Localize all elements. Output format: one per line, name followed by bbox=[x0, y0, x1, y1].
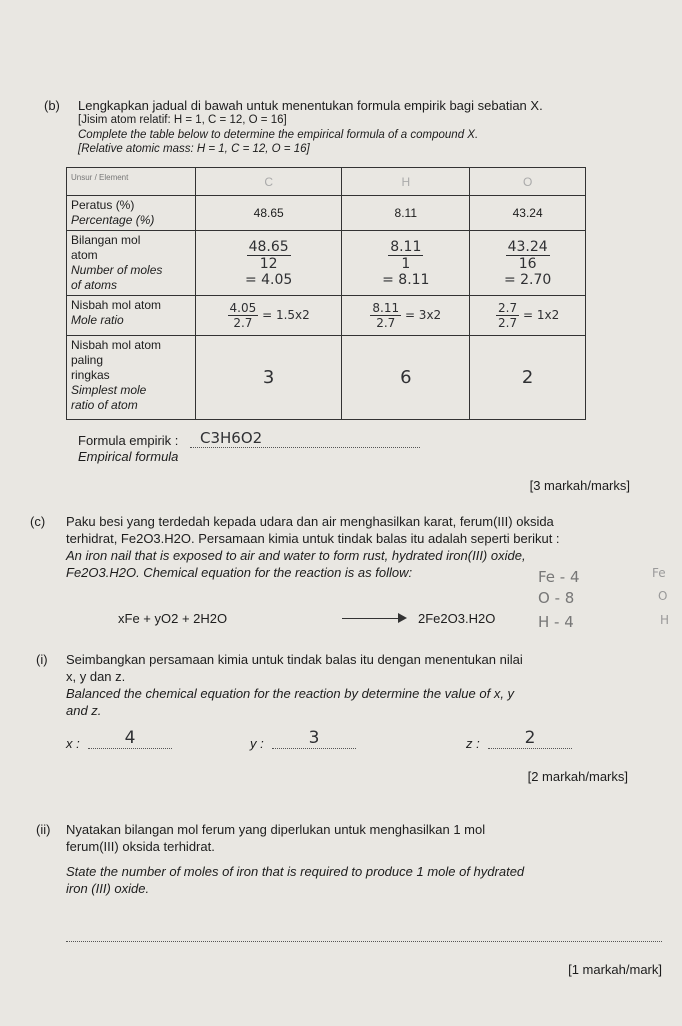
row-moles-label: Bilangan mol atom Number of moles of atoms bbox=[67, 231, 196, 296]
simplest-o: 2 bbox=[470, 336, 586, 420]
answer-line[interactable] bbox=[66, 940, 662, 942]
margin-note-o: O bbox=[658, 589, 668, 603]
formula-label-ms: Formula empirik : bbox=[78, 433, 179, 448]
moles-c-fraction: $\frac{48.65}{12}$ bbox=[248, 238, 289, 272]
moles-c bbox=[196, 231, 342, 296]
moles-c-result: = 4.05 bbox=[244, 271, 293, 288]
z-answer[interactable]: 2 bbox=[488, 728, 572, 749]
table-header-label: Unsur / Element bbox=[67, 168, 196, 196]
moles-o bbox=[470, 231, 586, 296]
moles-h-result: = 8.11 bbox=[382, 271, 430, 288]
row-simplest-label: Nisbah mol atom paling ringkas Simplest mole ratio of atom bbox=[67, 336, 196, 420]
element-h-header: H bbox=[342, 168, 470, 196]
part-c-ms-2: terhidrat, Fe2O3.H2O. Persamaan kimia untuk tindak balas itu adalah seperti berikut : bbox=[66, 531, 560, 546]
part-b-marks: [3 markah/marks] bbox=[529, 478, 630, 493]
z-label: z : bbox=[466, 736, 480, 751]
part-b-instruction-en: Complete the table below to determine the empirical formula of a compound X. bbox=[78, 129, 479, 141]
element-c-header: C bbox=[196, 168, 342, 196]
part-b-mass-ms: [Jisim atom relatif: H = 1, C = 12, O = 16] bbox=[78, 114, 287, 126]
note-o: O - 8 bbox=[538, 589, 575, 607]
sub-i-ms-2: x, y dan z. bbox=[66, 669, 126, 684]
moles-o-result: = 2.70 bbox=[503, 271, 552, 288]
sub-ii-en-1: State the number of moles of iron that is required to produce 1 mole of hydrated bbox=[66, 864, 525, 879]
x-label: x : bbox=[66, 736, 80, 751]
part-b-mass-en: [Relative atomic mass: H = 1, C = 12, O = 16] bbox=[78, 143, 310, 155]
sub-ii-ms-2: ferum(III) oksida terhidrat. bbox=[66, 839, 215, 854]
sub-ii-label: (ii) bbox=[36, 822, 51, 837]
margin-note-h: H bbox=[660, 613, 670, 627]
ratio-c: $\frac{4.05}{2.7}$ = 1.5x2 bbox=[196, 296, 342, 336]
sub-i-en-1: Balanced the chemical equation for the reaction by determine the value of x, y bbox=[66, 686, 515, 701]
element-o-header: O bbox=[470, 168, 586, 196]
formula-label-en: Empirical formula bbox=[78, 449, 179, 464]
sub-ii-marks: [1 markah/mark] bbox=[568, 962, 662, 977]
percentage-h: 8.11 bbox=[342, 196, 470, 231]
row-ratio-label: Nisbah mol atom Mole ratio bbox=[67, 296, 196, 336]
sub-ii-en-2: iron (III) oxide. bbox=[66, 881, 150, 896]
part-c-label: (c) bbox=[30, 514, 46, 529]
ratio-h: $\frac{8.11}{2.7}$ = 3x2 bbox=[342, 296, 470, 336]
moles-h bbox=[342, 231, 470, 296]
percentage-o: 43.24 bbox=[470, 196, 586, 231]
empirical-formula-table bbox=[66, 167, 586, 420]
sub-i-ms-1: Seimbangkan persamaan kimia untuk tindak balas itu dengan menentukan nilai bbox=[66, 652, 523, 667]
part-c-en-1: An iron nail that is exposed to air and water to form rust, hydrated iron(III) oxide, bbox=[66, 548, 526, 563]
arrow-head-icon bbox=[398, 613, 407, 623]
ratio-o: $\frac{2.7}{2.7}$ = 1x2 bbox=[470, 296, 586, 336]
equation-lhs: xFe + yO2 + 2H2O bbox=[118, 611, 228, 626]
margin-note-fe: Fe bbox=[652, 566, 666, 580]
y-label: y : bbox=[250, 736, 264, 751]
y-answer[interactable]: 3 bbox=[272, 728, 356, 749]
moles-o-fraction: $\frac{43.24}{16}$ bbox=[507, 238, 548, 272]
note-h: H - 4 bbox=[538, 613, 574, 631]
x-answer[interactable]: 4 bbox=[88, 728, 172, 749]
formula-answer: C3H6O2 bbox=[190, 429, 420, 448]
percentage-c: 48.65 bbox=[196, 196, 342, 231]
note-fe: Fe - 4 bbox=[538, 568, 580, 586]
sub-ii-ms-1: Nyatakan bilangan mol ferum yang diperlukan untuk menghasilkan 1 mol bbox=[66, 822, 486, 837]
part-c-ms-1: Paku besi yang terdedah kepada udara dan air menghasilkan karat, ferum(III) oksida bbox=[66, 514, 554, 529]
reaction-arrow bbox=[342, 618, 402, 619]
moles-h-fraction: $\frac{8.11}{1}$ bbox=[390, 238, 422, 272]
simplest-h: 6 bbox=[342, 336, 470, 420]
row-percentage-label: Peratus (%) Percentage (%) bbox=[67, 196, 196, 231]
part-b-label: (b) bbox=[44, 98, 60, 113]
part-b-instruction-ms: Lengkapkan jadual di bawah untuk menentukan formula empirik bagi sebatian X. bbox=[78, 98, 543, 113]
sub-i-en-2: and z. bbox=[66, 703, 102, 718]
simplest-c: 3 bbox=[196, 336, 342, 420]
sub-i-label: (i) bbox=[36, 652, 48, 667]
part-c-en-2: Fe2O3.H2O. Chemical equation for the reaction is as follow: bbox=[66, 565, 413, 580]
equation-rhs: 2Fe2O3.H2O bbox=[418, 611, 496, 626]
sub-i-marks: [2 markah/marks] bbox=[527, 769, 628, 784]
